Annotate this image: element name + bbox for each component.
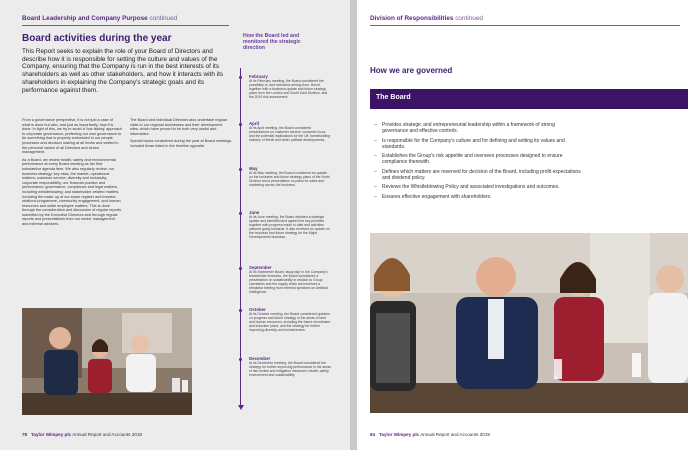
timeline-text: At its December meeting, the Board considered the strategy for further improving performance in the areas of risk review and mitigation measures, health, safety, environment and sustainability. — [249, 361, 331, 377]
list-item: – Is responsible for the Company's culture and for defining and setting its values and standards. — [374, 138, 582, 150]
timeline-month: December — [249, 356, 271, 361]
page-footer — [370, 432, 490, 437]
timeline-item-october — [249, 307, 331, 332]
board-meeting-illustration — [22, 308, 192, 415]
timeline-line — [240, 68, 241, 406]
timeline-dot — [239, 212, 242, 215]
timeline-month: May — [249, 166, 258, 171]
timeline-month: June — [249, 210, 260, 215]
timeline-text: At its September Board 'away day' in the Company's Manchester business, the Board considered a presentation on sustainability in relation to Group operations and the supply chain and received a breakfast briefing from external speakers on Artificial Intelligence. — [249, 270, 328, 294]
body-paragraph: Special topics considered during the year at Board meetings included those listed in the timeline opposite. — [130, 139, 232, 148]
footer-company: Taylor Wimpey plc — [378, 432, 420, 437]
timeline-dot — [239, 168, 242, 171]
timeline-item-february — [249, 74, 331, 99]
page-heading: How we are governed — [370, 66, 453, 75]
section-continued: continued — [149, 15, 178, 22]
body-paragraph: As a Board, we review health, safety and environmental performance at every Board meeting as the first substantive agenda item. We also regularly review: our business strategy; key risks; the market; operational matters; customer service; diversity and inclusivity; corporate responsibility; our financial position and performance; governance, compliance and legal matters, including whistleblowing; and stakeholder-related matters, including the make up of our share register and investor relations programme, community engagement, and human resources and wider employee matters. This is done through the consideration and discussion of regular reports submitted by the Executive Directors and through regular reports and presentations from our senior management and external advisers. — [22, 157, 121, 227]
page-number: 84 — [370, 432, 376, 437]
timeline-text: At its May meeting, the Board considered an update on the business and future strategy plans of the North Division and a presentation on plans for sales and marketing across the business. — [249, 171, 330, 187]
timeline-dot — [239, 358, 242, 361]
section-title — [370, 15, 483, 22]
right-page — [357, 0, 700, 450]
section-rule — [370, 25, 680, 26]
timeline-month: September — [249, 265, 272, 270]
section-continued: continued — [455, 15, 483, 22]
page-footer — [22, 432, 142, 437]
timeline-arrow-icon — [238, 405, 244, 410]
timeline-text: At its April meeting, the Board considered presentations on customer service, customer focus and the potential implications for the UK homebuilding industry of Brexit and wider political developments. — [249, 126, 331, 142]
board-header-title: The Board — [376, 94, 411, 101]
body-column-2 — [130, 118, 232, 152]
timeline-dot — [239, 123, 242, 126]
timeline-item-december — [249, 356, 331, 377]
list-item: – Defines which matters are reserved for decision of the Board, including profit expectations and dividend policy. — [374, 169, 582, 181]
body-paragraph: The Board and individual Directors also undertake regular visits to our regional businesses and their development sites, which have proved to be both very useful and informative. — [130, 118, 228, 136]
timeline-dot — [239, 76, 242, 79]
timeline-item-may — [249, 166, 331, 187]
timeline-item-september — [249, 265, 331, 294]
list-item: – Establishes the Group's risk appetite and oversees processes designed to ensure compliance therewith. — [374, 153, 582, 165]
footer-report: Annual Report and Accounts 2019 — [72, 432, 142, 437]
board-directors-illustration — [370, 233, 688, 413]
page-heading: Board activities during the year — [22, 33, 172, 44]
timeline-dot — [239, 309, 242, 312]
timeline-month: April — [249, 121, 260, 126]
timeline-dot — [239, 267, 242, 270]
footer-report: Annual Report and Accounts 2019 — [420, 432, 490, 437]
list-item: – Provides strategic and entrepreneurial leadership within a framework of strong governance and effective controls. — [374, 122, 582, 134]
timeline-text: At its June meeting, the Board debated a strategic update and identified and agreed the key priorities together with progress made to date and activities planned going forwards. It also received an update on the business and future strategy for the Major Developments business. — [249, 215, 330, 239]
footer-company: Taylor Wimpey plc — [30, 432, 72, 437]
timeline-title: How the Board led and monitored the strategic direction — [243, 33, 301, 51]
list-item: – Ensures effective engagement with shareholders. — [374, 194, 582, 200]
timeline-text: At its October meeting, the Board considered updates on progress and future strategy in the areas of land and human resources, including the future recruitment and induction plans, and the strategy for further improving diversity and inclusiveness. — [249, 312, 331, 332]
board-responsibilities-list — [374, 122, 582, 203]
timeline-item-april — [249, 121, 331, 142]
board-header-bar — [370, 89, 688, 109]
section-rule — [22, 25, 229, 26]
section-title-text: Board Leadership and Company Purpose — [22, 15, 148, 22]
board-meeting-photo — [22, 308, 192, 415]
section-title-text: Division of Responsibilities — [370, 15, 454, 22]
page-number: 78 — [22, 432, 28, 437]
body-paragraph: From a governance perspective, it is not just a case of what is done but also, and just as importantly, how it is done. In light of this, we try to avoid a 'box ticking' approach to corporate governance, preferring our own governance to be something that is properly embedded in our people, processes and decision making at all levels and vested in the personal values of all Directors and senior management. — [22, 118, 123, 155]
section-title — [22, 15, 177, 22]
board-directors-photo — [370, 233, 688, 413]
intro-paragraph: This Report seeks to explain the role of your Board of Directors and describe how it is responsible for setting the culture and values of the Company, ensuring that the Company is run in the best interests of its shareholders as well as other stakeholders, and how it interacts with its shareholders in explaining the Company's strategic goals and its performance against them. — [22, 48, 224, 94]
timeline-month: October — [249, 307, 266, 312]
timeline-month: February — [249, 74, 268, 79]
spine-gutter — [350, 0, 357, 450]
body-column-1 — [22, 118, 122, 230]
timeline-item-june — [249, 210, 331, 239]
list-item: – Reviews the Whistleblowing Policy and associated investigations and outcomes. — [374, 184, 582, 190]
timeline-text: At its February meeting, the Board considered the possibility of, and scenarios arising from, Brexit together with a business update and future strategy plans from the London and South East Division, and the 2019 risk assessment. — [249, 79, 328, 99]
